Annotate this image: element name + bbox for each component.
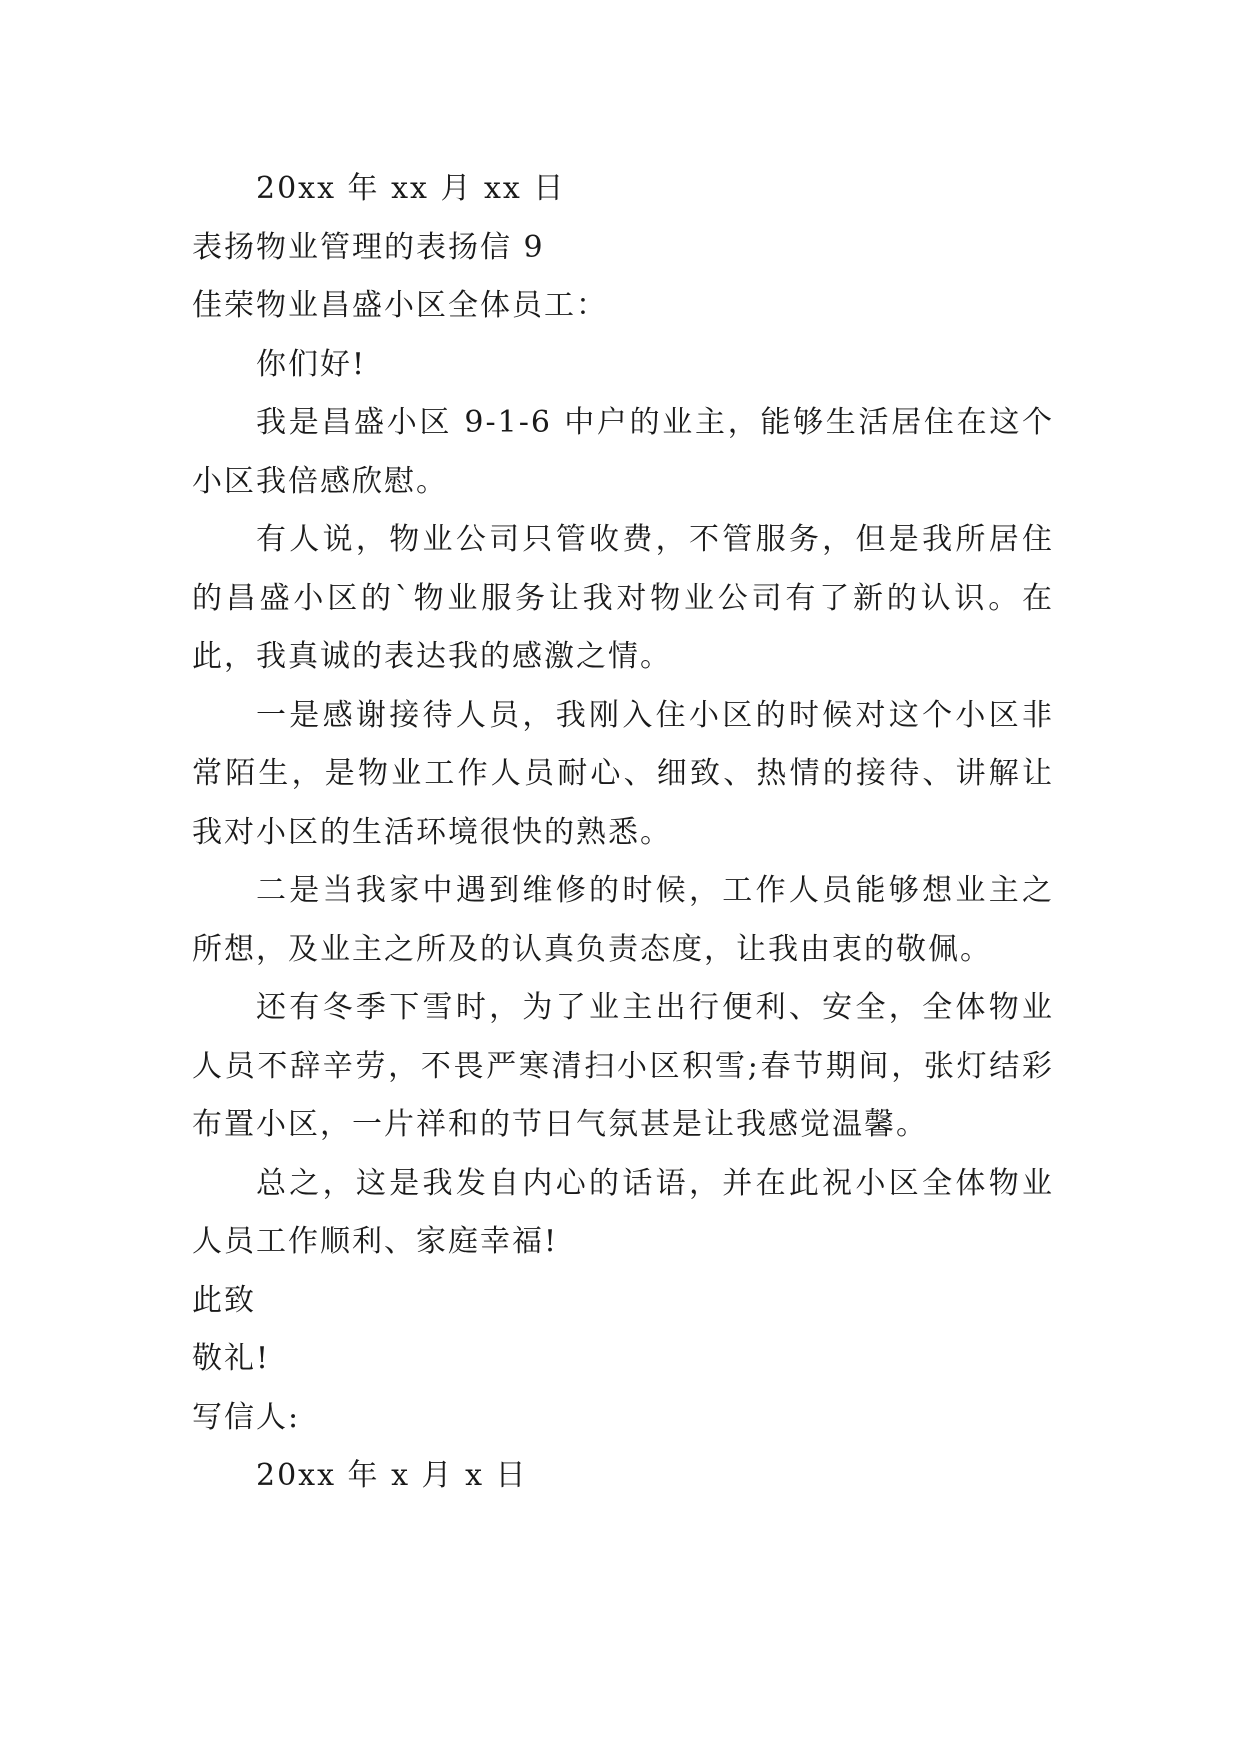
letter-page: [192, 160, 1054, 1506]
salutation: 佳荣物业昌盛小区全体员工：: [192, 288, 608, 323]
paragraph-2: 有人说，物业公司只管收费，不管服务，但是我所居住的昌盛小区的`物业服务让我对物业公司有了新的认识。在此，我真诚的表达我的感激之情。: [192, 522, 1054, 674]
paragraph-1: 我是昌盛小区 9-1-6 中户的业主，能够生活居住在这个小区我倍感欣慰。: [192, 405, 1054, 499]
closing-phrase: 此致: [192, 1282, 256, 1318]
top-date: 20xx 年 xx 月 xx 日: [256, 171, 566, 206]
greeting: 你们好!: [256, 346, 367, 382]
closing-salute: 敬礼!: [192, 1341, 271, 1376]
paragraph-6: 总之，这是我发自内心的话语，并在此祝小区全体物业人员工作顺利、家庭幸福!: [192, 1165, 1054, 1259]
paragraph-5: 还有冬季下雪时，为了业主出行便利、安全，全体物业人员不辞辛劳，不畏严寒清扫小区积雪;春节期间，张灯结彩布置小区，一片祥和的节日气氛甚是让我感觉温馨。: [192, 990, 1054, 1142]
paragraph-3: 一是感谢接待人员，我刚入住小区的时候对这个小区非常陌生，是物业工作人员耐心、细致、热情的接待、讲解让我对小区的生活环境很快的熟悉。: [192, 697, 1054, 850]
signature-label: 写信人:: [192, 1399, 301, 1435]
letter-title: 表扬物业管理的表扬信 9: [192, 229, 545, 265]
bottom-date: 20xx 年 x 月 x 日: [256, 1458, 528, 1493]
paragraph-4: 二是当我家中遇到维修的时候，工作人员能够想业主之所想，及业主之所及的认真负责态度，让我由衷的敬佩。: [192, 873, 1054, 967]
